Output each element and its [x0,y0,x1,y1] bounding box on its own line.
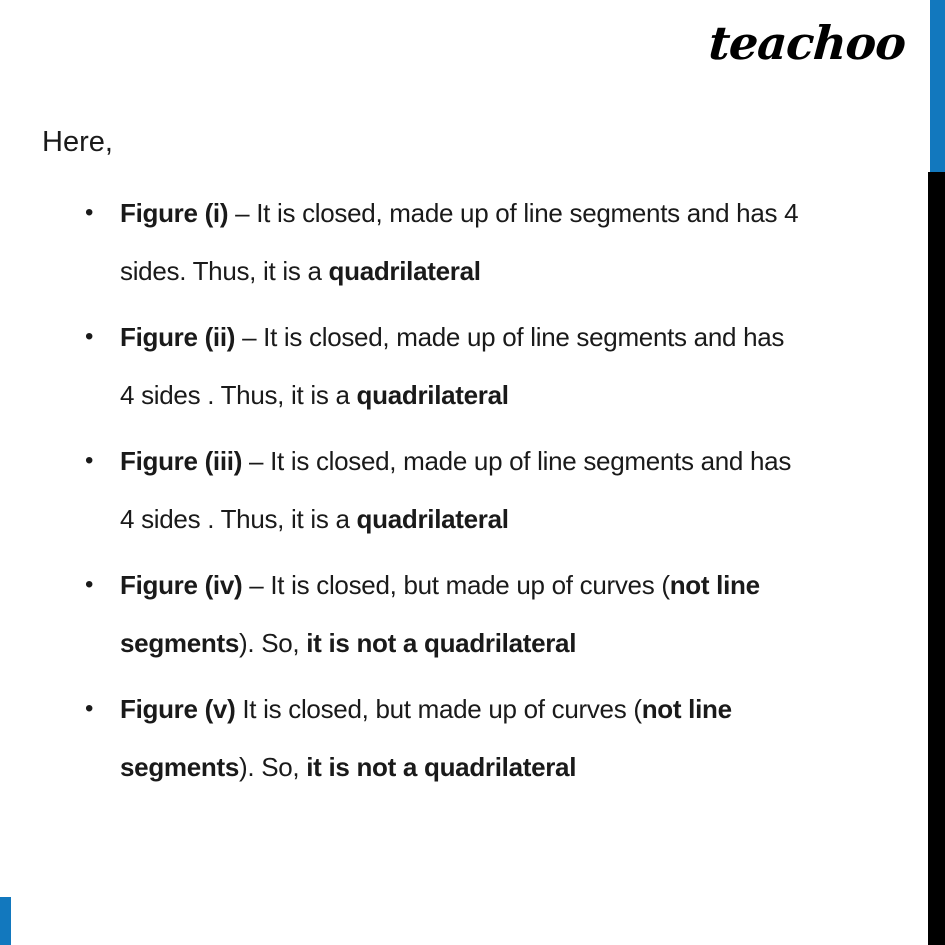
right-edge-blue-accent-bar [930,0,945,172]
bottom-left-blue-accent-bar [0,897,11,945]
bullet-text: Figure (v) It is closed, but made up of curves (not line segments). So, it is not a quadrilateral [120,694,732,782]
bullet-dot-icon: • [85,695,94,722]
bullet-list [42,184,912,796]
right-edge-black-accent-bar [928,172,945,945]
bullet-text: Figure (i) – It is closed, made up of line segments and has 4 sides. Thus, it is a quadrilateral [120,198,799,286]
list-item [85,308,912,424]
slide-content [42,122,912,804]
bullet-dot-icon: • [85,447,94,474]
bullet-text: Figure (iii) – It is closed, made up of line segments and has 4 sides . Thus, it is a quadrilateral [120,446,792,534]
list-item [85,432,912,548]
bullet-dot-icon: • [85,571,94,598]
teachoo-logo: teachoo [706,16,907,70]
bullet-text: Figure (iv) – It is closed, but made up of curves (not line segments). So, it is not a quadrilateral [120,570,760,658]
bullet-text: Figure (ii) – It is closed, made up of line segments and has 4 sides . Thus, it is a quadrilateral [120,322,785,410]
bullet-dot-icon: • [85,323,94,350]
list-item [85,556,912,672]
intro-text: Here, [42,126,113,158]
list-item [85,184,912,300]
list-item [85,680,912,796]
bullet-dot-icon: • [85,199,94,226]
